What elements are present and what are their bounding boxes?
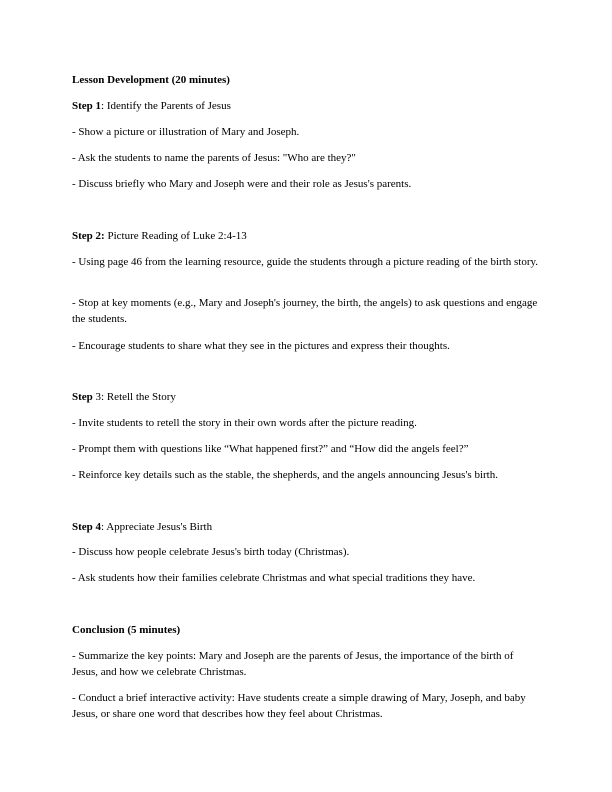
conclusion-heading: Conclusion (5 minutes) [72,624,181,636]
conclusion-bullet-2: - Conduct a brief interactive activity: Have students create a simple drawing of Mary, Joseph, and baby Jesus, or share one word that describes how they feel about Christmas. [72,692,526,720]
step-4-separator: : [101,521,105,533]
step-4-label: Step 4 [72,521,102,533]
step-1-separator: : [101,100,105,112]
step-2-title: Picture Reading of Luke 2:4-13 [104,230,247,242]
step-3-bullet-1: - Invite students to retell the story in their own words after the picture reading. [72,417,417,429]
step-1-bullet-1: - Show a picture or illustration of Mary and Joseph. [72,126,300,138]
step-3-title: Retell the Story [104,391,176,403]
step-3-label: Step [72,391,93,403]
lesson-development-heading: Lesson Development (20 minutes) [72,74,230,86]
step-3-bullet-3: - Reinforce key details such as the stable, the shepherds, and the angels announcing Jesus's birth. [72,469,498,481]
step-4-bullet-2: - Ask students how their families celebrate Christmas and what special traditions they have. [72,572,476,584]
step-1-bullet-3: - Discuss briefly who Mary and Joseph were and their role as Jesus's parents. [72,178,412,190]
step-2-bullet-2: - Stop at key moments (e.g., Mary and Joseph's journey, the birth, the angels) to ask questions and engage the students. [72,297,538,325]
step-3-bullet-2: - Prompt them with questions like “What happened first?” and “How did the angels feel?” [72,443,469,455]
step-1-label: Step 1 [72,100,102,112]
step-1-title: Identify the Parents of Jesus [104,100,231,112]
step-2-label: Step 2: [72,230,105,242]
step-3-heading [72,389,176,405]
step-2-heading [72,228,247,244]
step-3-separator: 3: [92,391,105,403]
step-2-bullet-1: - Using page 46 from the learning resource, guide the students through a picture reading of the birth story. [72,256,539,268]
conclusion-bullet-1: - Summarize the key points: Mary and Joseph are the parents of Jesus, the importance of the birth of Jesus, and how we celebrate Christmas. [72,650,514,678]
step-4-heading [72,519,212,535]
step-1-bullet-2: - Ask the students to name the parents of Jesus: "Who are they?" [72,152,356,164]
step-4-title: Appreciate Jesus's Birth [104,521,213,533]
step-4-bullet-1: - Discuss how people celebrate Jesus's birth today (Christmas). [72,546,350,558]
step-1-heading [72,98,231,114]
step-2-bullet-3: - Encourage students to share what they see in the pictures and express their thoughts. [72,340,450,352]
